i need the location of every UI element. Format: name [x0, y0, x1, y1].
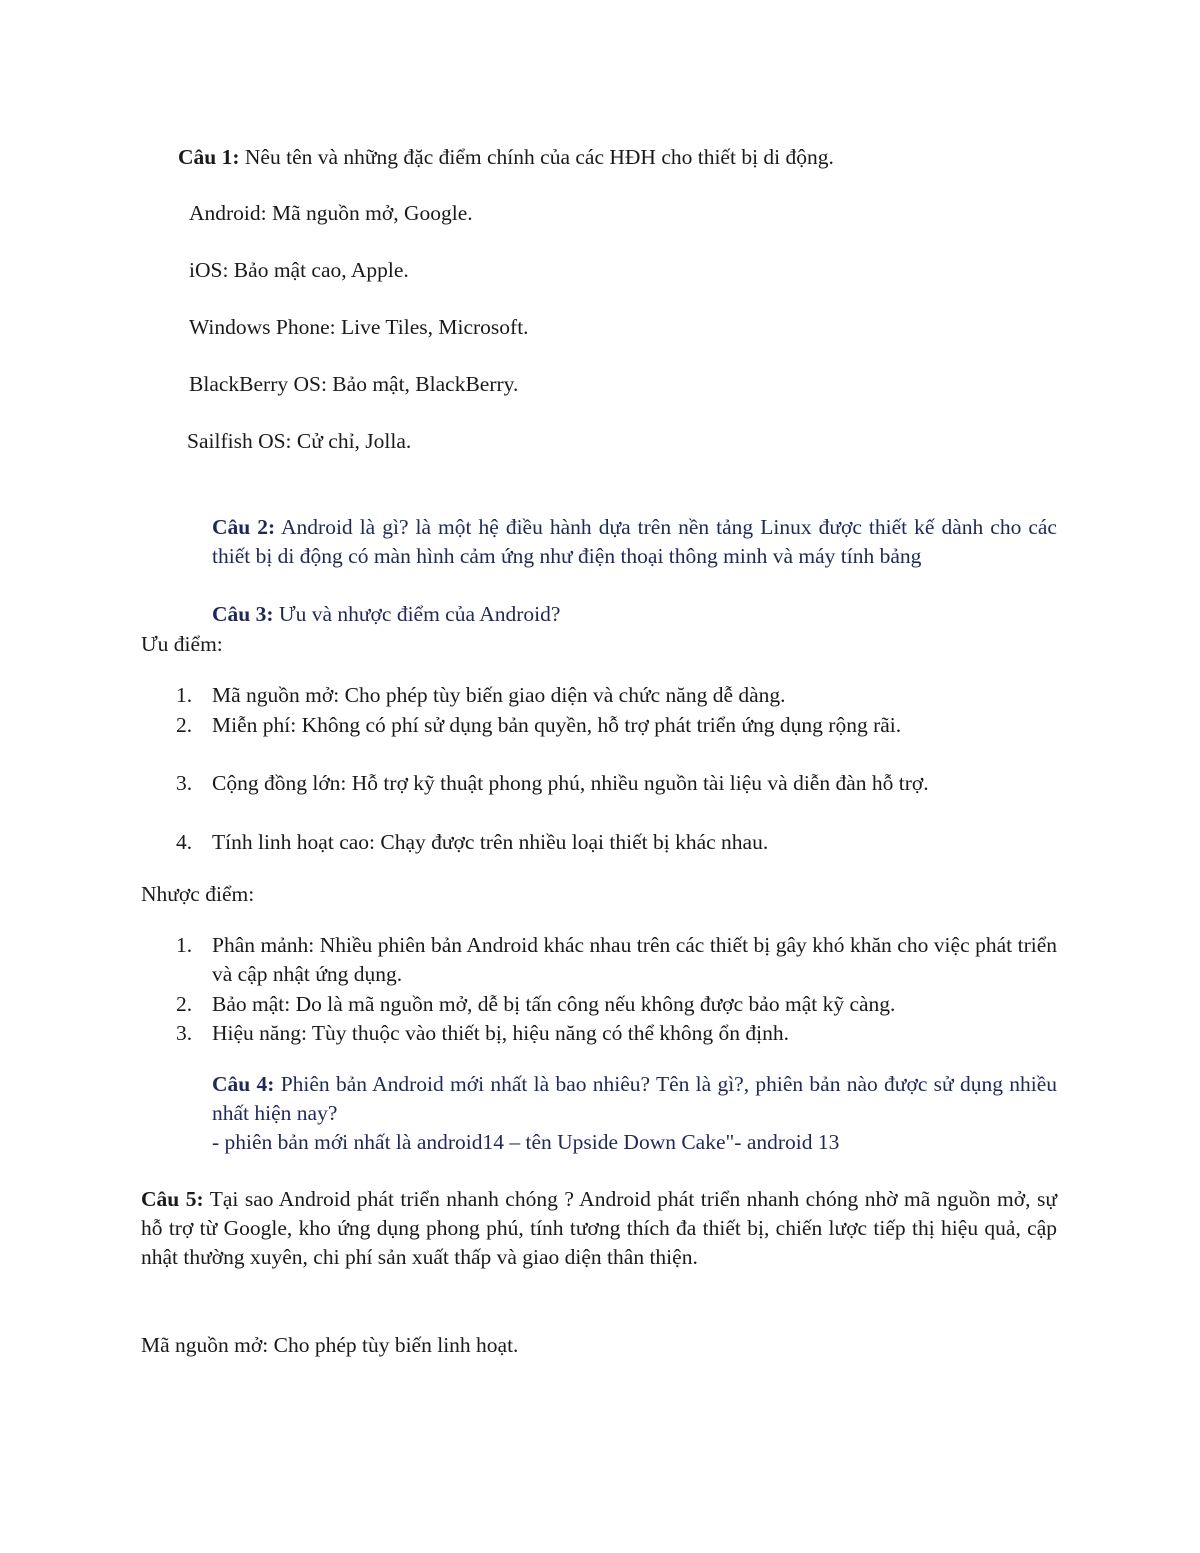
cons-number-3: 3.: [176, 1021, 193, 1045]
os-item-android: Android: Mã nguồn mở, Google.: [189, 201, 473, 225]
pros-item-3: Cộng đồng lớn: Hỗ trợ kỹ thuật phong phú, nhiều nguồn tài liệu và diễn đàn hỗ trợ.: [212, 771, 929, 795]
question-4-text: Phiên bản Android mới nhất là bao nhiêu? Tên là gì?, phiên bản nào được sử dụng nhiều nhất hiện nay?: [212, 1072, 1057, 1125]
cons-number-2: 2.: [176, 992, 193, 1016]
os-item-windows-phone: Windows Phone: Live Tiles, Microsoft.: [189, 315, 529, 339]
question-4-label: Câu 4:: [212, 1072, 275, 1096]
question-3: [212, 600, 560, 628]
cons-heading: Nhược điểm:: [141, 882, 255, 906]
question-1: [178, 143, 834, 171]
question-5-label: Câu 5:: [141, 1187, 204, 1211]
cons-item-2: Bảo mật: Do là mã nguồn mở, dễ bị tấn công nếu không được bảo mật kỹ càng.: [212, 992, 896, 1016]
question-3-text: Ưu và nhược điểm của Android?: [273, 602, 561, 626]
question-1-label: Câu 1:: [178, 145, 240, 169]
pros-item-1: Mã nguồn mở: Cho phép tùy biến giao diện và chức năng dễ dàng.: [212, 683, 786, 707]
pros-heading: Ưu điểm:: [141, 632, 223, 656]
pros-number-2: 2.: [176, 713, 193, 737]
pros-item-2: Miễn phí: Không có phí sử dụng bản quyền, hỗ trợ phát triển ứng dụng rộng rãi.: [212, 713, 902, 737]
question-2-label: Câu 2:: [212, 515, 276, 539]
question-4-answer: - phiên bản mới nhất là android14 – tên Upside Down Cake"- android 13: [212, 1130, 840, 1154]
closing-line: Mã nguồn mở: Cho phép tùy biến linh hoạt.: [141, 1333, 519, 1357]
question-2: [212, 513, 1057, 571]
os-item-ios: iOS: Bảo mật cao, Apple.: [189, 258, 409, 282]
question-1-text: Nêu tên và những đặc điểm chính của các HĐH cho thiết bị di động.: [239, 145, 834, 169]
question-2-text: Android là gì? là một hệ điều hành dựa trên nền tảng Linux được thiết kế dành cho các thiết bị di động có màn hình cảm ứng như điện thoại thông minh và máy tính bảng: [212, 515, 1057, 568]
pros-number-1: 1.: [176, 683, 193, 707]
question-4: [212, 1070, 1057, 1128]
os-item-sailfish: Sailfish OS: Cử chỉ, Jolla.: [187, 429, 412, 453]
question-3-label: Câu 3:: [212, 602, 274, 626]
cons-item-3: Hiệu năng: Tùy thuộc vào thiết bị, hiệu năng có thể không ổn định.: [212, 1021, 790, 1045]
os-item-blackberry: BlackBerry OS: Bảo mật, BlackBerry.: [189, 372, 519, 396]
cons-number-1: 1.: [176, 933, 193, 957]
question-5: [141, 1185, 1057, 1272]
pros-number-3: 3.: [176, 771, 193, 795]
cons-item-1: Phân mảnh: Nhiều phiên bản Android khác nhau trên các thiết bị gây khó khăn cho việc phát triển và cập nhật ứng dụng.: [212, 933, 1057, 986]
pros-item-4: Tính linh hoạt cao: Chạy được trên nhiều loại thiết bị khác nhau.: [212, 830, 769, 854]
pros-number-4: 4.: [176, 830, 193, 854]
question-5-text: Tại sao Android phát triển nhanh chóng ? Android phát triển nhanh chóng nhờ mã nguồn mở, sự hỗ trợ từ Google, kho ứng dụng phong phú, tính tương thích đa thiết bị, chiến lược tiếp thị hiệu quả, cập nhật thường xuyên, chi phí sản xuất thấp và giao diện thân thiện.: [141, 1187, 1057, 1269]
